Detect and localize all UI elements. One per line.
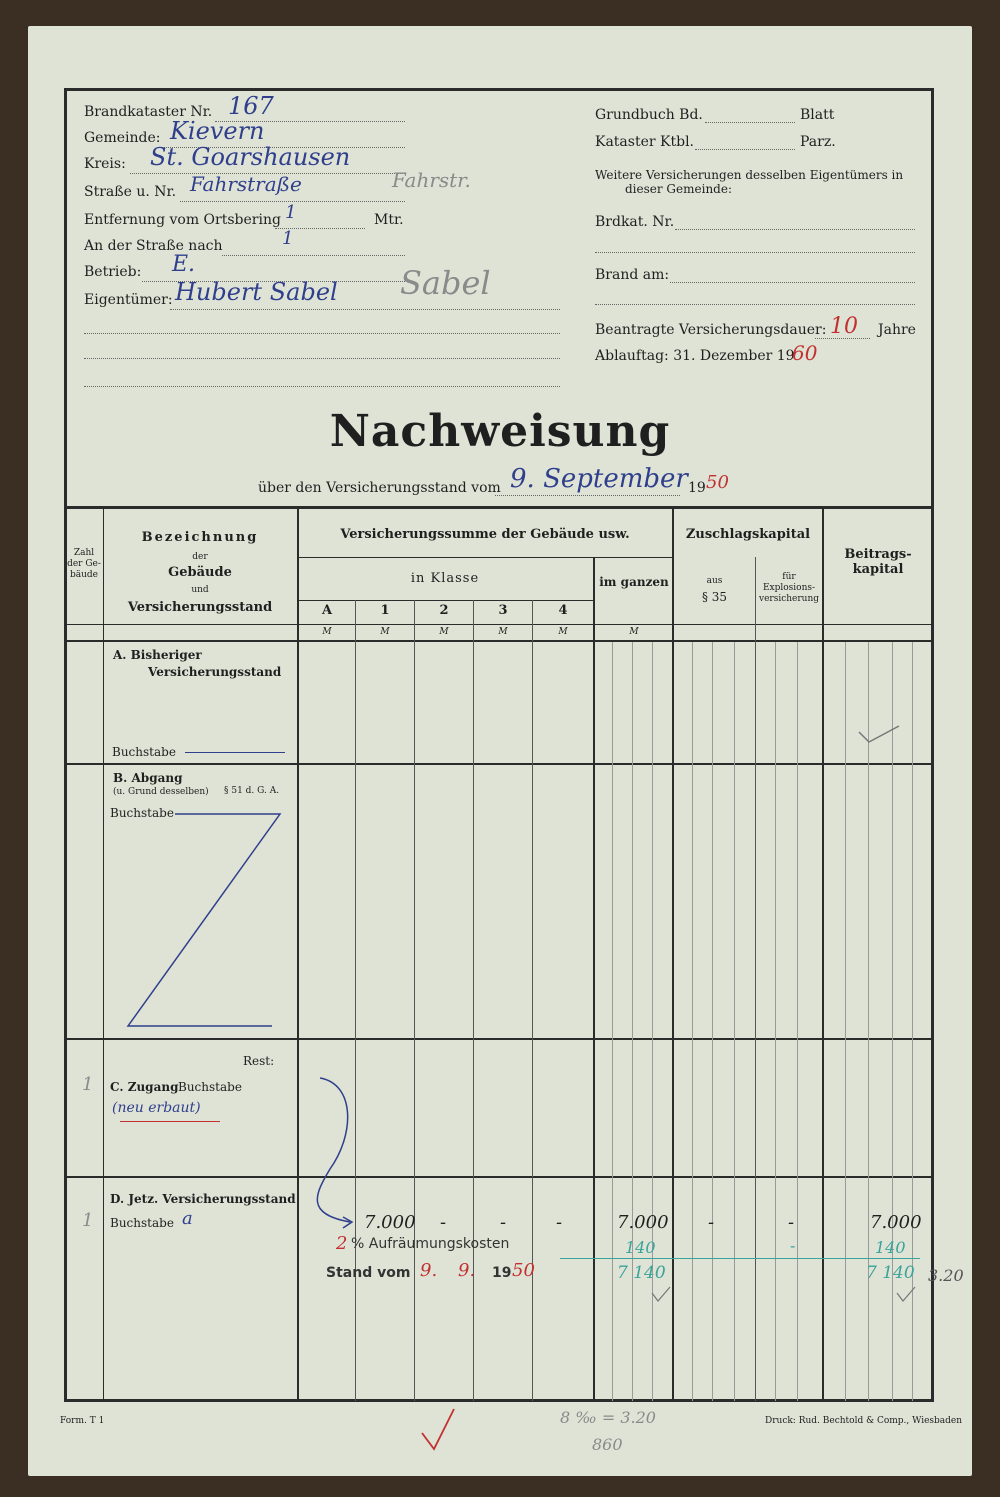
row3-beitrag: 7 140 — [866, 1263, 915, 1283]
col-zahl-header: Zahl der Ge- bäude — [67, 548, 101, 580]
section-c-label: C. Zugang — [110, 1080, 179, 1094]
col-bez-header: Bezeichnung — [141, 530, 259, 545]
strasse-value-pencil: Fahrstr. — [392, 168, 471, 192]
betrieb-value: E. — [172, 252, 196, 277]
strasse-label: Straße u. Nr. — [84, 184, 177, 200]
section-a-label2: Versicherungsstand — [148, 665, 282, 679]
check-mark-ganzen-icon — [650, 1285, 674, 1307]
grundbuch-label: Grundbuch Bd. — [595, 107, 703, 123]
row2-pct: 2 — [336, 1233, 348, 1254]
row3-year-prefix: 19 — [492, 1265, 512, 1281]
unit-1: M — [380, 627, 390, 637]
subtitle-date: 9. September — [510, 464, 688, 494]
col-bez-gebaeude: Gebäude — [168, 565, 232, 580]
ablauf-value: 60 — [792, 341, 818, 365]
dauer-unit: Jahre — [878, 322, 916, 338]
kreis-label: Kreis: — [84, 156, 126, 172]
brandkataster-value: 167 — [228, 92, 274, 120]
brdkat-label: Brdkat. Nr. — [595, 214, 675, 230]
row3-year: 50 — [512, 1260, 535, 1281]
row3-month: 9. — [458, 1260, 476, 1281]
eigentuemer-value-pencil: Sabel — [400, 264, 491, 302]
strasse-value: Fahrstraße — [190, 172, 302, 196]
klasse-2: 2 — [439, 603, 449, 618]
weitere-line1: Weitere Versicherungen desselben Eigentümers in — [595, 168, 904, 182]
section-a-buchstabe: Buchstabe — [112, 745, 176, 759]
col-klasse-header: in Klasse — [410, 571, 480, 586]
row1-klasse-a: 7.000 — [364, 1212, 416, 1233]
footer-note2: 860 — [592, 1435, 623, 1454]
arrow-icon — [295, 1074, 365, 1234]
row1-beitrag: 7.000 — [870, 1212, 922, 1233]
col-explosion-header: für Explosions- versicherung — [758, 572, 820, 604]
col-bez-versicherungsstand: Versicherungsstand — [127, 600, 273, 615]
row3-ganzen: 7 140 — [617, 1263, 666, 1283]
brandkataster-label: Brandkataster Nr. — [84, 104, 213, 120]
row1-ganzen: 7.000 — [617, 1212, 669, 1233]
blatt-label: Blatt — [800, 107, 835, 123]
row3-extra: 3.20 — [928, 1266, 964, 1285]
col-aus35-paragraph: § 35 — [701, 590, 728, 604]
section-b-label: B. Abgang — [113, 771, 183, 785]
check-mark-icon — [855, 722, 905, 746]
entfernung-unit: Mtr. — [374, 212, 404, 228]
eigentuemer-label: Eigentümer: — [84, 292, 173, 308]
entfernung-label: Entfernung vom Ortsbering — [84, 212, 281, 228]
klasse-4: 4 — [558, 603, 568, 618]
col-bez-der: der — [192, 552, 208, 562]
unit-ganzen: M — [629, 627, 639, 637]
col-zuschlag-header: Zuschlagskapital — [685, 527, 811, 542]
row2-beitrag: 140 — [875, 1238, 906, 1257]
row3-stamp: Stand vom — [326, 1265, 411, 1281]
entfernung-value: 1 — [285, 202, 297, 223]
parz-label: Parz. — [800, 134, 836, 150]
klasse-a: A — [321, 603, 333, 618]
strasse-nach-label: An der Straße nach — [84, 238, 223, 254]
ablauf-label: Ablauftag: 31. Dezember 19 — [595, 348, 795, 364]
betrieb-label: Betrieb: — [84, 264, 142, 280]
col-beitrag-header: Beitrags- kapital — [844, 547, 912, 577]
klasse-3: 3 — [498, 603, 508, 618]
kreis-value: St. Goarshausen — [150, 143, 351, 171]
subtitle-year: 50 — [706, 472, 729, 493]
subtitle-year-prefix: 19 — [688, 480, 706, 496]
col-aus35: aus — [706, 576, 723, 586]
row2-stamp: % Aufräumungskosten — [351, 1236, 510, 1252]
section-d-buchstabe-value: a — [182, 1208, 193, 1229]
document-title: Nachweisung — [329, 406, 671, 457]
table-top-rule — [64, 506, 934, 509]
unit-a: M — [322, 627, 332, 637]
section-a-label: A. Bisheriger — [113, 648, 202, 662]
form-id: Form. T 1 — [60, 1416, 105, 1426]
section-c-zahl: 1 — [82, 1074, 94, 1095]
row1-klasse-2: - — [440, 1212, 447, 1233]
check-mark-beitrag-icon — [895, 1285, 919, 1307]
col-versum-header: Versicherungssumme der Gebäude usw. — [340, 527, 630, 542]
section-d-buchstabe: Buchstabe — [110, 1216, 174, 1230]
row1-aus35: - — [708, 1212, 715, 1233]
dauer-value: 10 — [830, 314, 858, 339]
section-b-buchstabe: Buchstabe — [110, 806, 174, 820]
row1-klasse-4: - — [556, 1212, 563, 1233]
section-d-zahl: 1 — [82, 1210, 94, 1231]
brand-label: Brand am: — [595, 267, 670, 283]
section-b-sub: (u. Grund desselben) — [113, 787, 209, 797]
rest-label: Rest: — [243, 1054, 275, 1068]
gemeinde-label: Gemeinde: — [84, 130, 161, 146]
klasse-1: 1 — [380, 603, 390, 618]
weitere-line2: dieser Gemeinde: — [625, 182, 732, 196]
col-imganzen-header: im ganzen — [599, 575, 669, 589]
gemeinde-value: Kievern — [170, 117, 265, 145]
row1-klasse-3: - — [500, 1212, 507, 1233]
section-c-note: (neu erbaut) — [112, 1100, 201, 1116]
kataster-label: Kataster Ktbl. — [595, 134, 694, 150]
row2-explosion: - — [790, 1236, 796, 1255]
footer-note1: 8 ‰ = 3.20 — [560, 1408, 656, 1427]
subtitle: über den Versicherungsstand vom — [258, 480, 501, 496]
row1-explosion: - — [788, 1212, 795, 1233]
unit-2: M — [439, 627, 449, 637]
z-cancel-mark-icon — [120, 808, 290, 1033]
col-bez-und: und — [191, 585, 209, 595]
strasse-nach-value: 1 — [282, 228, 294, 249]
section-d-label: D. Jetz. Versicherungsstand — [110, 1192, 296, 1206]
red-check-mark-icon — [418, 1405, 458, 1455]
row3-day: 9. — [420, 1260, 438, 1281]
unit-3: M — [498, 627, 508, 637]
eigentuemer-value: Hubert Sabel — [175, 278, 338, 306]
dauer-label: Beantragte Versicherungsdauer: — [595, 322, 827, 338]
unit-4: M — [558, 627, 568, 637]
row2-ganzen: 140 — [625, 1238, 656, 1257]
section-c-buchstabe: Buchstabe — [178, 1080, 242, 1094]
section-b-paragraph: § 51 d. G. A. — [224, 786, 280, 796]
printer: Druck: Rud. Bechtold & Comp., Wiesbaden — [765, 1416, 963, 1426]
